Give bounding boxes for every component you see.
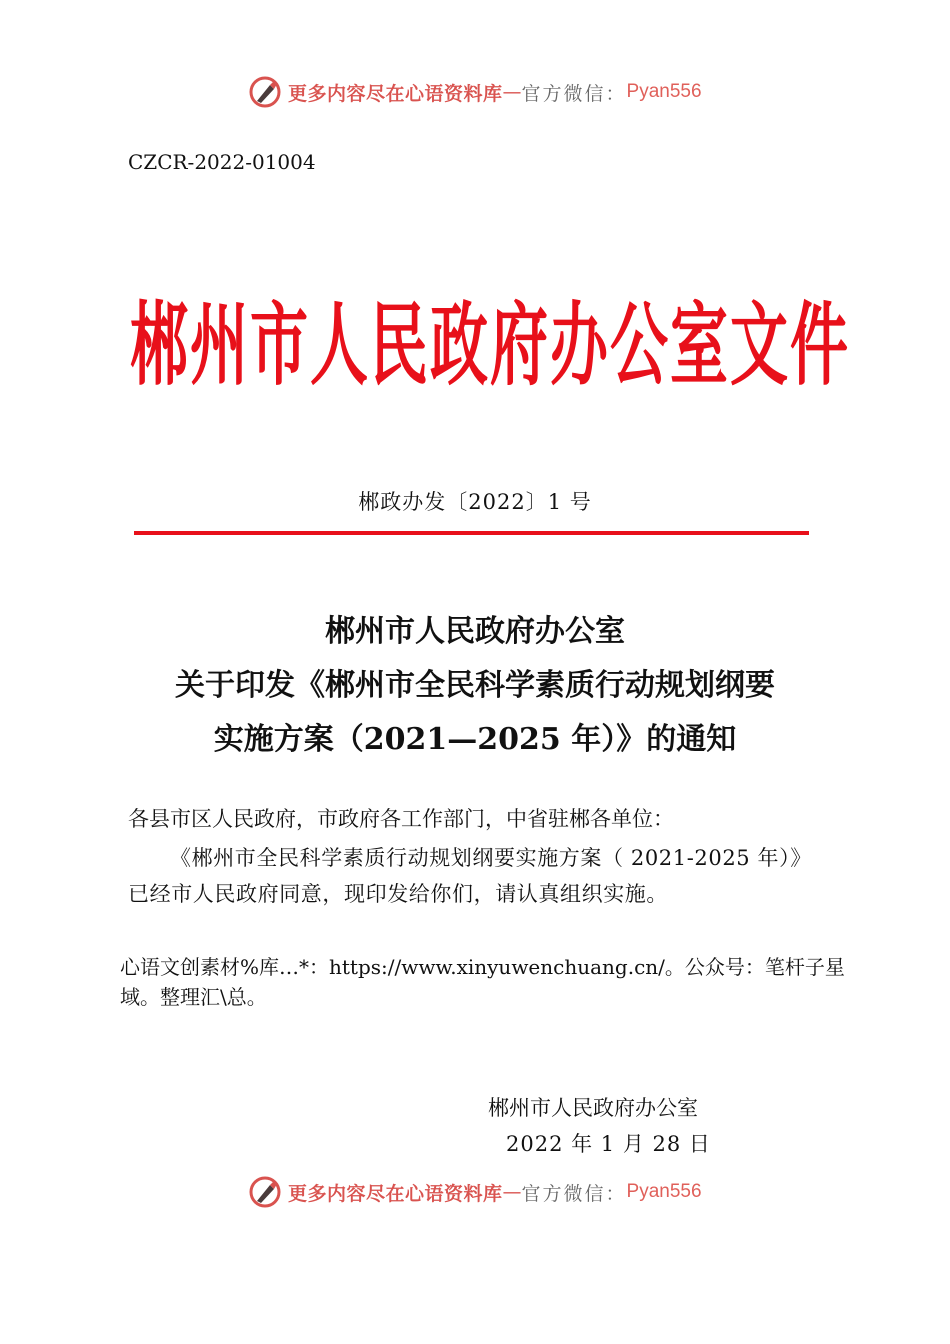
body-paragraph: 《郴州市全民科学素质行动规划纲要实施方案（ 2021-2025 年）》已经市人民政府同意，现印发给你们，请认真组织实施。 <box>128 846 812 906</box>
watermark-dash: — <box>502 81 522 103</box>
notice-title-line3: 实施方案（2021—2025 年）》的通知 <box>213 722 737 757</box>
watermark-label: 官方微信： <box>521 82 627 105</box>
signature-org: 郴州市人民政府办公室 <box>488 1096 698 1120</box>
watermark-account: Pyan556 <box>626 81 702 102</box>
document-number: 郴政办发〔2022〕1 号 <box>358 490 592 514</box>
watermark-label: 官方微信： <box>521 1182 627 1205</box>
watermark-prefix: 更多内容尽在心语资料库 <box>288 1182 503 1205</box>
header-title: 郴州市人民政府办公室文件 <box>130 292 851 398</box>
watermark-dash: — <box>502 1181 522 1203</box>
pen-logo-icon <box>248 75 282 109</box>
watermark-prefix: 更多内容尽在心语资料库 <box>288 82 503 105</box>
promo-text: 心语文创素材%库…*：https://www.xinyuwenchuang.cn/。公众号：笔杆子星域。整理汇\总。 <box>120 955 845 1009</box>
recipients: 各县市区人民政府，市政府各工作部门，中省驻郴各单位： <box>128 807 674 831</box>
notice-title-line2: 关于印发《郴州市全民科学素质行动规划纲要 <box>175 668 775 703</box>
watermark-account: Pyan556 <box>626 1181 702 1202</box>
notice-title-line1: 郴州市人民政府办公室 <box>325 614 625 649</box>
document-code: CZCR-2022-01004 <box>128 150 316 174</box>
signature-date: 2022 年 1 月 28 日 <box>506 1132 711 1156</box>
red-divider <box>134 531 809 535</box>
watermark-top <box>248 74 702 110</box>
pen-logo-icon <box>248 1175 282 1209</box>
notice-title <box>100 605 850 767</box>
watermark-bottom <box>248 1174 702 1210</box>
